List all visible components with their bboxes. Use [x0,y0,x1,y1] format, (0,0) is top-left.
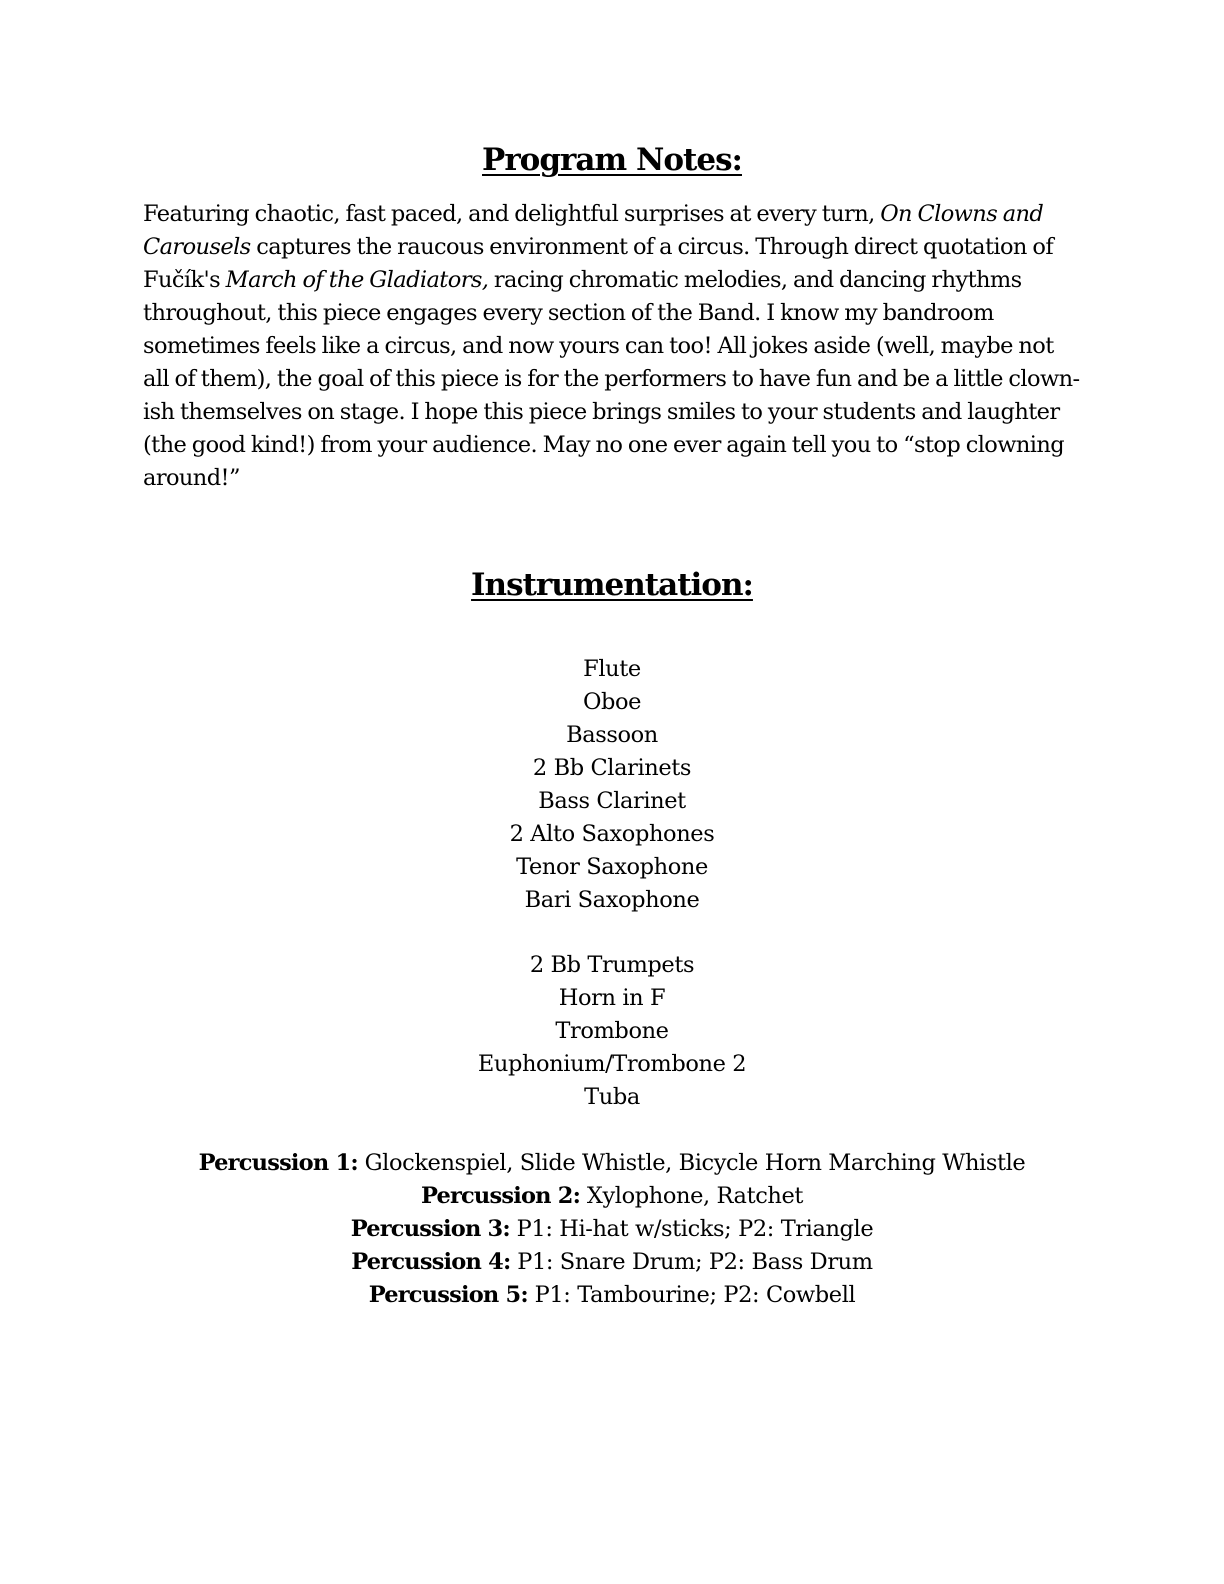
percussion-instruments: P1: Snare Drum; P2: Bass Drum [510,1249,873,1275]
percussion-item [0,1180,1224,1213]
instrument-item: Bass Clarinet [538,788,686,814]
percussion-label: Percussion 4: [351,1249,511,1275]
percussion-item [0,1246,1224,1279]
program-notes-heading: Program Notes: [482,142,742,178]
instrument-item: Trombone [555,1018,669,1044]
percussion-label: Percussion 3: [350,1216,510,1242]
percussion-instruments: Xylophone, Ratchet [580,1183,804,1209]
notes-text-part-3: racing chromatic melodies, and dancing rhythms throughout, this piece engages every section of the Band. I know my bandroom sometimes feels like a circus, and now yours can too! All jokes aside (well, maybe not all of them), the goal of this piece is for the performers to have fun and be a little clown-ish themselves on stage. I hope this piece brings smiles to your students and laughter (the good kind!) from your audience. May no one ever again tell you to “stop clowning around!” [143,267,1080,491]
quoted-march-title: March of the Gladiators, [225,267,489,293]
instrument-item: Euphonium/Trombone 2 [477,1051,747,1077]
percussion-label: Percussion 2: [420,1183,581,1209]
instrument-item: 2 Bb Trumpets [529,952,695,978]
percussion-item [0,1147,1224,1180]
instrument-item: Bassoon [566,722,658,748]
notes-text-part-2: captures the raucous environment of a circus. Through direct quotation of Fučík's [143,234,1054,293]
program-notes-paragraph [143,198,1083,495]
instrument-item: 2 Bb Clarinets [532,755,692,781]
piece-title: On Clowns and Carousels [143,201,1044,260]
percussion-instruments: P1: Tambourine; P2: Cowbell [527,1282,856,1308]
percussion-instruments: P1: Hi-hat w/sticks; P2: Triangle [509,1216,874,1242]
percussion-label: Percussion 5: [368,1282,528,1308]
instrumentation-heading: Instrumentation: [471,567,753,603]
notes-text-part-1: Featuring chaotic, fast paced, and delightful surprises at every turn, [143,201,881,227]
brass-list [0,949,1224,1114]
instrument-item: Tenor Saxophone [516,854,708,880]
woodwinds-list [0,653,1224,917]
instrument-item: 2 Alto Saxophones [509,821,715,847]
percussion-label: Percussion 1: [198,1150,358,1176]
percussion-item [0,1213,1224,1246]
instrument-item: Flute [583,656,641,682]
instrument-item: Oboe [582,689,642,715]
instrument-item: Bari Saxophone [524,887,700,913]
instrument-item: Tuba [584,1084,640,1110]
percussion-list [0,1147,1224,1312]
percussion-instruments: Glockenspiel, Slide Whistle, Bicycle Horn Marching Whistle [357,1150,1026,1176]
percussion-item [0,1279,1224,1312]
instrument-item: Horn in F [558,985,666,1011]
